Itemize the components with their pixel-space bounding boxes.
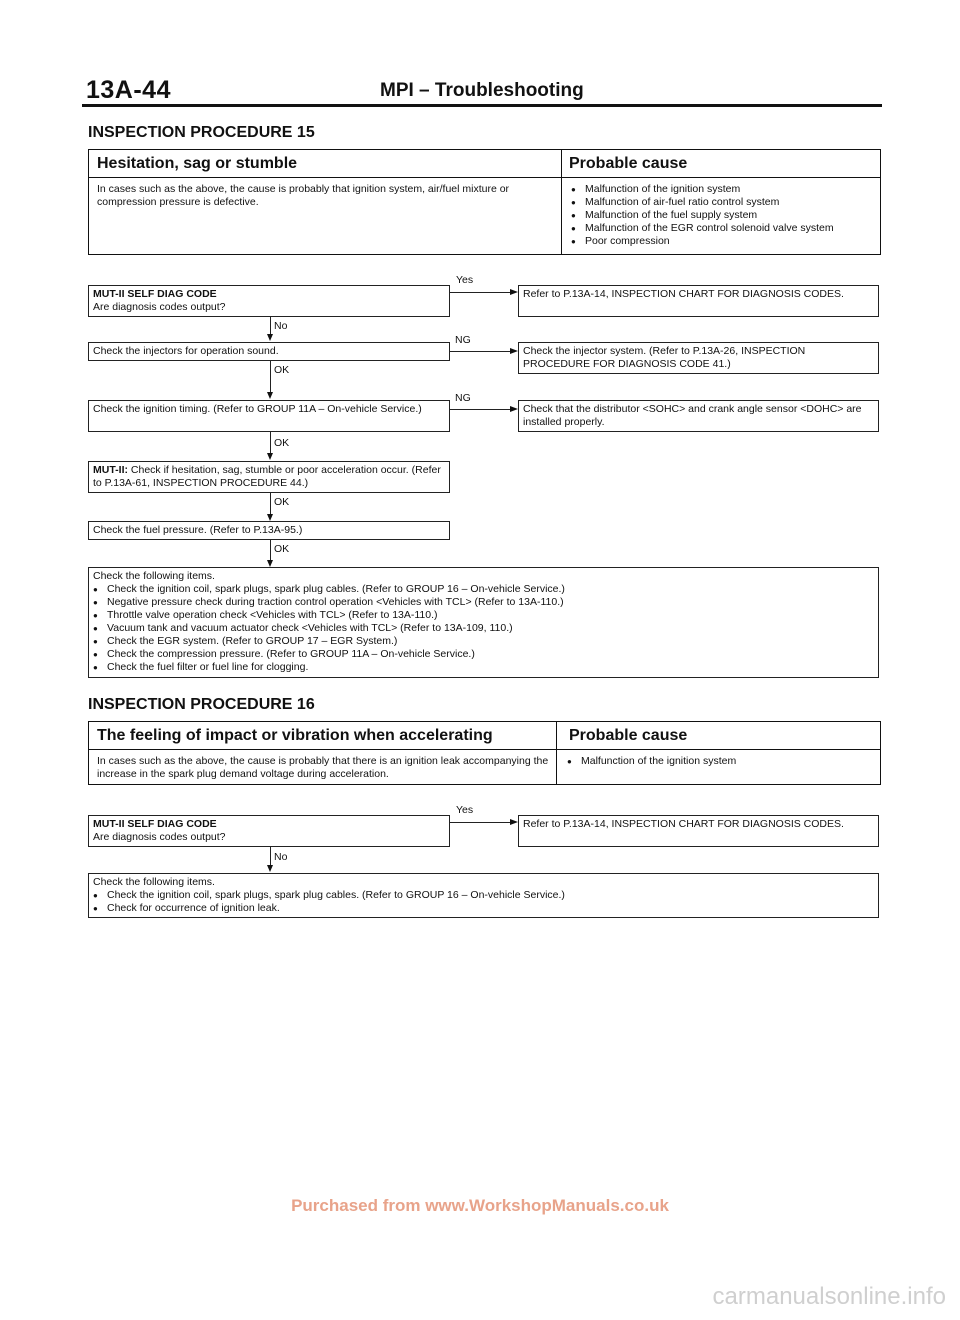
step-self-diag-text: Are diagnosis codes output? bbox=[93, 301, 226, 313]
no-label: No bbox=[274, 320, 288, 332]
final-check-item: ● Check the fuel filter or fuel line for clogging. bbox=[93, 661, 874, 674]
ng-label: NG bbox=[455, 392, 471, 404]
summary-header-rule bbox=[89, 749, 880, 750]
ok-connector bbox=[270, 361, 271, 393]
page-title: MPI – Troubleshooting bbox=[380, 80, 584, 101]
step-mut-text: Check if hesitation, sag, stumble or poor acceleration occur. (Refer to P.13A-61, INSPECTION PROCEDURE 44.) bbox=[93, 464, 441, 489]
ng-label: NG bbox=[455, 334, 471, 346]
result-distributor-check: Check that the distributor <SOHC> and crank angle sensor <DOHC> are installed properly. bbox=[518, 400, 879, 432]
cause-item: ● Malfunction of air-fuel ratio control system bbox=[571, 196, 876, 209]
step-mut-prefix: MUT-II: bbox=[93, 464, 128, 476]
no-connector bbox=[270, 317, 271, 335]
arrow-down-icon bbox=[267, 453, 273, 460]
ok-label: OK bbox=[274, 543, 290, 555]
ok-label: OK bbox=[274, 364, 290, 376]
arrow-down-icon bbox=[267, 865, 273, 872]
final-check-item: ● Check the ignition coil, spark plugs, spark plug cables. (Refer to GROUP 16 – On-vehicle Service.) bbox=[93, 583, 874, 596]
yes-label: Yes bbox=[456, 804, 474, 816]
cause-item: ● Malfunction of the ignition system bbox=[567, 755, 872, 768]
summary-header-rule bbox=[89, 177, 880, 178]
result-diagnosis-chart: Refer to P.13A-14, INSPECTION CHART FOR DIAGNOSIS CODES. bbox=[518, 285, 879, 317]
symptom-text: In cases such as the above, the cause is probably that ignition system, air/fuel mixture or compression pressure is defective. bbox=[97, 183, 510, 208]
final-check-item: ● Throttle valve operation check <Vehicles with TCL> (Refer to 13A-110.) bbox=[93, 609, 874, 622]
result-injector-system: Check the injector system. (Refer to P.13A-26, INSPECTION PROCEDURE FOR DIAGNOSIS CODE 41.) bbox=[518, 342, 879, 374]
procedure-16-title: INSPECTION PROCEDURE 16 bbox=[88, 696, 315, 713]
step-self-diag bbox=[88, 285, 450, 317]
cause-list bbox=[567, 755, 872, 768]
cause-item: ● Malfunction of the EGR control solenoid valve system bbox=[571, 222, 876, 235]
final-check-list bbox=[88, 873, 879, 918]
step-self-diag-title: MUT-II SELF DIAG CODE bbox=[93, 288, 217, 300]
summary-divider bbox=[556, 722, 557, 784]
ok-connector bbox=[270, 432, 271, 454]
ok-connector bbox=[270, 540, 271, 561]
step-mut-hesitation-check bbox=[88, 461, 450, 493]
arrow-right-icon bbox=[510, 289, 518, 295]
no-connector bbox=[270, 847, 271, 866]
step-self-diag bbox=[88, 815, 450, 847]
symptom-heading: The feeling of impact or vibration when accelerating bbox=[97, 727, 493, 744]
arrow-right-icon bbox=[510, 819, 518, 825]
symptom-heading: Hesitation, sag or stumble bbox=[97, 155, 298, 172]
procedure-15-summary-table bbox=[88, 149, 881, 255]
arrow-down-icon bbox=[267, 560, 273, 567]
final-check-heading: Check the following items. bbox=[93, 876, 215, 888]
arrow-right-icon bbox=[510, 406, 518, 412]
step-ignition-timing: Check the ignition timing. (Refer to GROUP 11A – On-vehicle Service.) bbox=[88, 400, 450, 432]
purchased-watermark: Purchased from www.WorkshopManuals.co.uk bbox=[291, 1196, 669, 1215]
ng-connector bbox=[450, 351, 512, 352]
step-fuel-pressure: Check the fuel pressure. (Refer to P.13A-95.) bbox=[88, 521, 450, 540]
step-injector-sound: Check the injectors for operation sound. bbox=[88, 342, 450, 361]
cause-item: ● Malfunction of the fuel supply system bbox=[571, 209, 876, 222]
arrow-down-icon bbox=[267, 392, 273, 399]
final-check-item: ● Negative pressure check during traction control operation <Vehicles with TCL> (Refer to 13A-110.) bbox=[93, 596, 874, 609]
result-diagnosis-chart: Refer to P.13A-14, INSPECTION CHART FOR DIAGNOSIS CODES. bbox=[518, 815, 879, 847]
final-check-item: ● Check for occurrence of ignition leak. bbox=[93, 902, 874, 915]
ng-connector bbox=[450, 409, 512, 410]
site-watermark: carmanualsonline.info bbox=[712, 1283, 946, 1310]
yes-label: Yes bbox=[456, 274, 474, 286]
step-self-diag-title: MUT-II SELF DIAG CODE bbox=[93, 818, 217, 830]
final-check-item: ● Vacuum tank and vacuum actuator check <Vehicles with TCL> (Refer to 13A-109, 110.) bbox=[93, 622, 874, 635]
ok-label: OK bbox=[274, 437, 290, 449]
procedure-15-title: INSPECTION PROCEDURE 15 bbox=[88, 124, 315, 141]
ok-label: OK bbox=[274, 496, 290, 508]
yes-connector bbox=[450, 822, 512, 823]
cause-item: ● Malfunction of the ignition system bbox=[571, 183, 876, 196]
final-check-item: ● Check the EGR system. (Refer to GROUP 17 – EGR System.) bbox=[93, 635, 874, 648]
symptom-text: In cases such as the above, the cause is probably that there is an ignition leak accompanying the increase in the spark plug demand voltage during acceleration. bbox=[97, 755, 549, 780]
step-self-diag-text: Are diagnosis codes output? bbox=[93, 831, 226, 843]
summary-divider bbox=[561, 150, 562, 254]
final-check-item: ● Check the ignition coil, spark plugs, spark plug cables. (Refer to GROUP 16 – On-vehicle Service.) bbox=[93, 889, 874, 902]
no-label: No bbox=[274, 851, 288, 863]
final-check-list bbox=[88, 567, 879, 678]
ok-connector bbox=[270, 493, 271, 515]
arrow-right-icon bbox=[510, 348, 518, 354]
cause-item: ● Poor compression bbox=[571, 235, 876, 248]
final-check-heading: Check the following items. bbox=[93, 570, 215, 582]
yes-connector bbox=[450, 292, 512, 293]
cause-list bbox=[571, 183, 876, 248]
arrow-down-icon bbox=[267, 514, 273, 521]
cause-heading: Probable cause bbox=[569, 155, 688, 172]
cause-heading: Probable cause bbox=[569, 727, 688, 744]
header-rule bbox=[82, 104, 882, 107]
arrow-down-icon bbox=[267, 334, 273, 341]
procedure-16-summary-table bbox=[88, 721, 881, 785]
final-check-item: ● Check the compression pressure. (Refer to GROUP 11A – On-vehicle Service.) bbox=[93, 648, 874, 661]
page-number: 13A-44 bbox=[86, 76, 171, 104]
